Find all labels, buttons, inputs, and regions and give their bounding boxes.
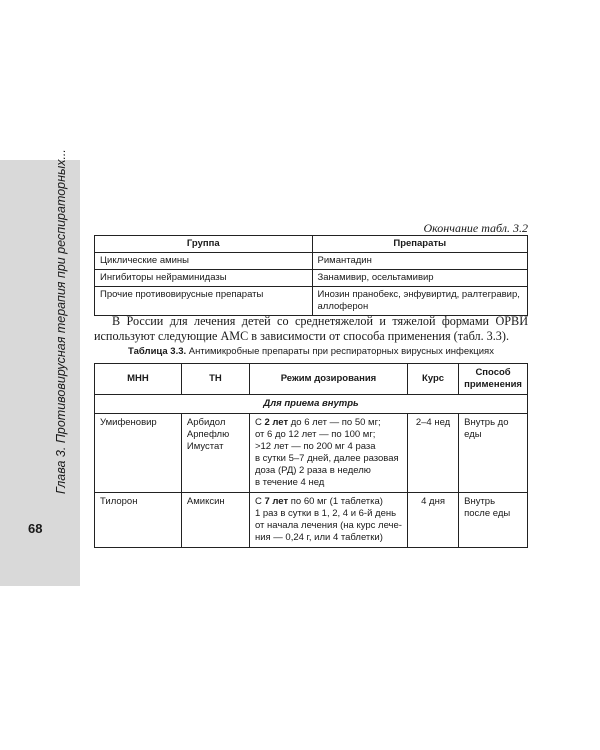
- cell-drugs: Занамивир, осельтамивир: [312, 270, 527, 287]
- trade-name: Арбидол: [186, 417, 226, 428]
- cell-drugs: Инозин пранобекс, энфувиртид, ралтегравир, аллоферон: [312, 287, 527, 316]
- cell-dosing: [249, 414, 407, 493]
- cell-dosing: [249, 493, 407, 548]
- table-caption: [94, 346, 528, 357]
- cell-course: 2–4 нед: [407, 414, 458, 493]
- table-header-row: [95, 236, 528, 253]
- cell-mnn: Тилорон: [95, 493, 182, 548]
- table-header-row: [95, 364, 528, 395]
- cell-tn: [181, 414, 249, 493]
- dose-line: от 6 до 12 лет — по 100 мг;: [254, 429, 376, 440]
- dose-line: С 7 лет по 60 мг (1 таблетка): [254, 496, 383, 507]
- table-continuation-label: Окончание табл. 3.2: [423, 221, 528, 235]
- cell-tn: [181, 493, 249, 548]
- cell-method: Внутрь до еды: [459, 414, 528, 493]
- dose-line: доза (РД) 2 раза в неделю: [254, 465, 371, 476]
- dose-line: >12 лет — по 200 мг 4 раза: [254, 441, 376, 452]
- chapter-title: Глава 3. Противовирусная терапия при респираторных...: [54, 149, 68, 494]
- antimicrobial-drugs-table: [94, 363, 528, 548]
- table-row: [95, 493, 528, 548]
- cell-group: Ингибиторы нейраминидазы: [95, 270, 313, 287]
- cell-course: 4 дня: [407, 493, 458, 548]
- page-number: 68: [28, 521, 43, 536]
- table-caption-label: Таблица 3.3.: [128, 346, 187, 357]
- trade-name: Имустат: [186, 441, 224, 452]
- header-course: Курс: [407, 364, 458, 395]
- table-row: [95, 270, 528, 287]
- cell-group: Циклические амины: [95, 253, 313, 270]
- dose-line: ния — 0,24 г, или 4 таблетки): [254, 532, 383, 543]
- trade-name: Амиксин: [186, 496, 225, 507]
- cell-drugs: Римантадин: [312, 253, 527, 270]
- header-dosing: Режим дозирования: [249, 364, 407, 395]
- dose-line: 1 раз в сутки в 1, 2, 4 и 6-й день: [254, 508, 397, 519]
- section-oral: Для приема внутрь: [95, 395, 528, 414]
- table-row: [95, 253, 528, 270]
- header-group: Группа: [95, 236, 313, 253]
- dose-line: в сутки 5–7 дней, далее разовая: [254, 453, 399, 464]
- header-tn: ТН: [181, 364, 249, 395]
- table-row: [95, 414, 528, 493]
- header-method: Способ применения: [459, 364, 528, 395]
- dose-line: в течение 4 нед: [254, 477, 325, 488]
- section-row: [95, 395, 528, 414]
- header-drugs: Препараты: [312, 236, 527, 253]
- header-mnn: МНН: [95, 364, 182, 395]
- table-caption-text: Антимикробные препараты при респираторных вирусных инфекциях: [188, 346, 494, 357]
- body-paragraph: В России для лечения детей со среднетяжелой и тяжелой формами ОРВИ используют следующие АМС в зависимости от способа применения (табл. 3.3).: [94, 314, 528, 343]
- trade-name: Арпефлю: [186, 429, 230, 440]
- cell-mnn: Умифеновир: [95, 414, 182, 493]
- table-row: [95, 287, 528, 316]
- dose-line: от начала лечения (на курс лече-: [254, 520, 402, 531]
- cell-group: Прочие противовирусные препараты: [95, 287, 313, 316]
- dose-line: С 2 лет до 6 лет — по 50 мг;: [254, 417, 381, 428]
- drug-groups-table: [94, 235, 528, 316]
- cell-method: Внутрь после еды: [459, 493, 528, 548]
